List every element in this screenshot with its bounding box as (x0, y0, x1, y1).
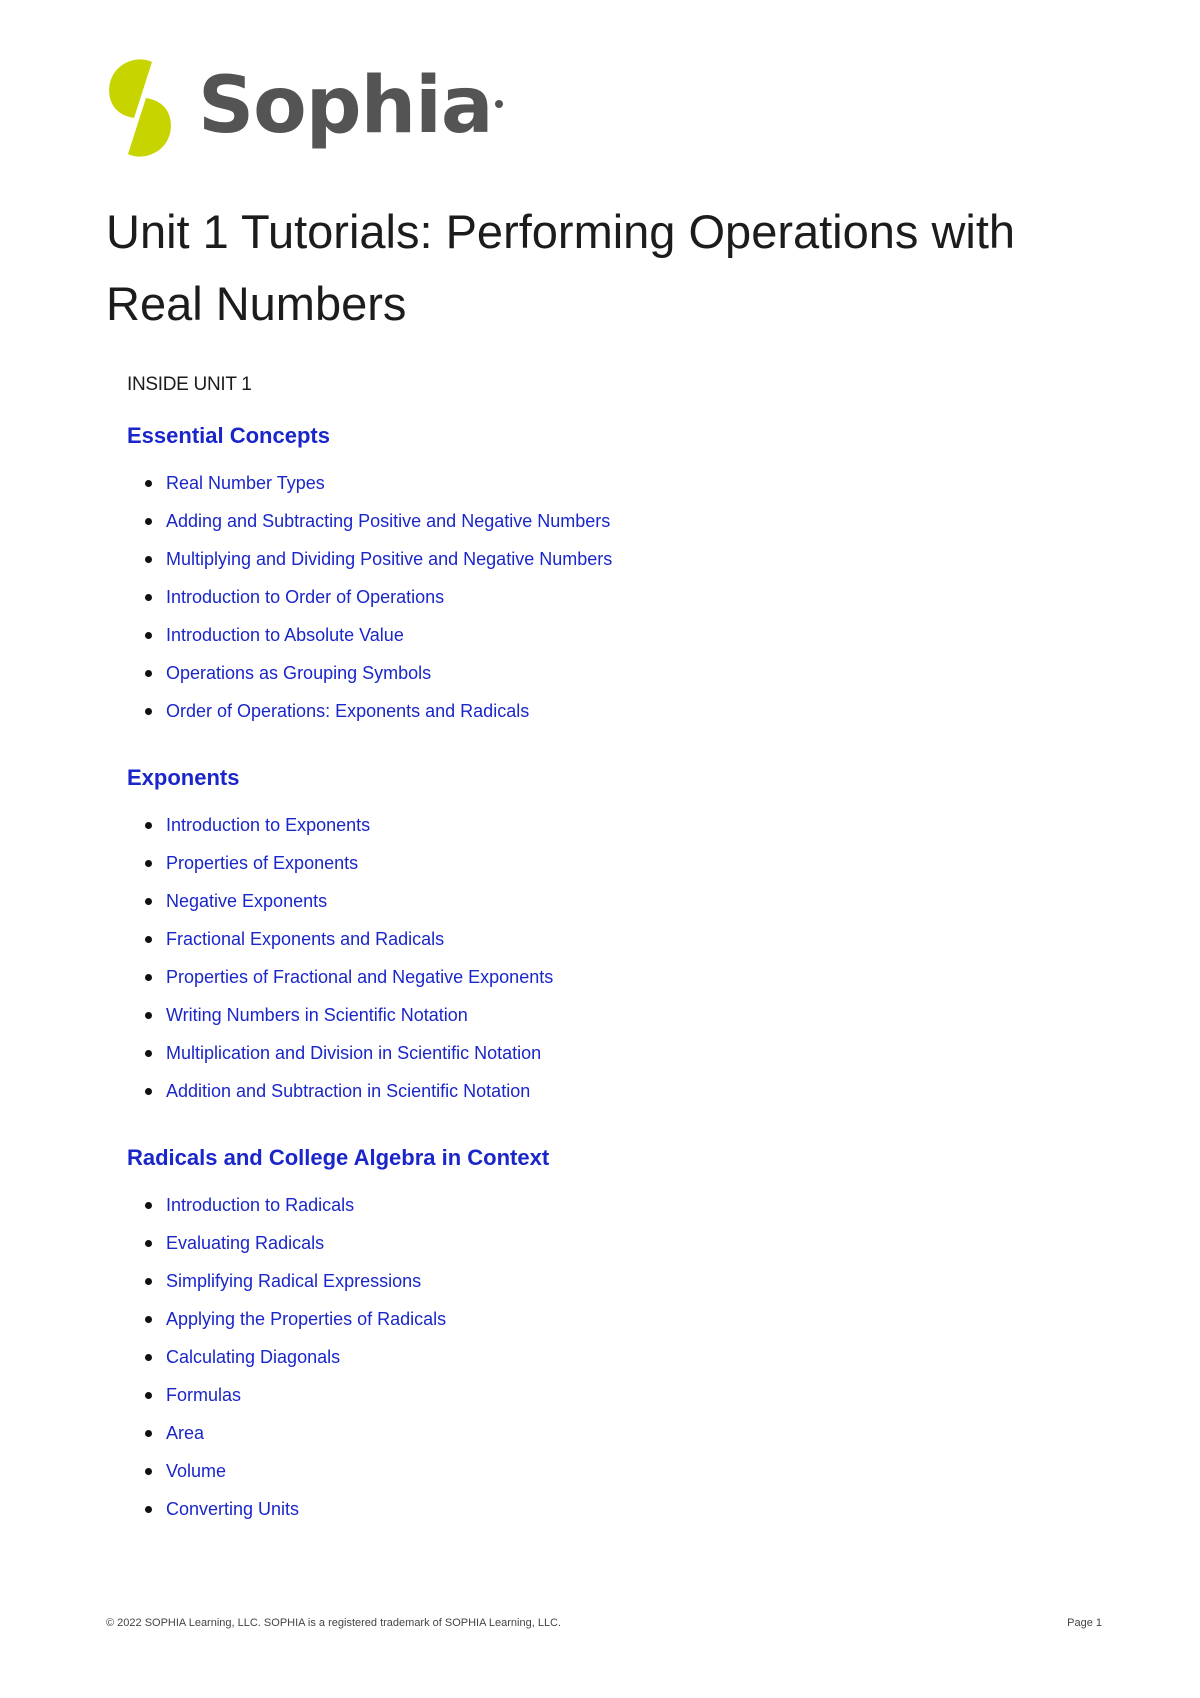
sophia-logo (104, 55, 503, 160)
section-heading[interactable]: Essential Concepts (127, 423, 330, 448)
topic-link[interactable]: Multiplying and Dividing Positive and Negative Numbers (127, 547, 1027, 585)
inside-unit-label: INSIDE UNIT 1 (127, 374, 252, 395)
topic-link[interactable]: Multiplication and Division in Scientific Notation (127, 1041, 1027, 1079)
logo-dot (495, 100, 503, 108)
sections-container (127, 421, 1027, 1535)
sophia-s-mark-icon (104, 58, 176, 158)
topic-link[interactable]: Introduction to Order of Operations (127, 585, 1027, 623)
topic-link[interactable]: Fractional Exponents and Radicals (127, 927, 1027, 965)
topic-link[interactable]: Volume (127, 1459, 1027, 1497)
topic-link[interactable]: Introduction to Exponents (127, 813, 1027, 851)
topic-link[interactable]: Formulas (127, 1383, 1027, 1421)
footer-copyright: © 2022 SOPHIA Learning, LLC. SOPHIA is a registered trademark of SOPHIA Learning, LLC. (106, 1617, 562, 1629)
page-title: Unit 1 Tutorials: Performing Operations with Real Numbers (106, 205, 1016, 330)
topic-link[interactable]: Operations as Grouping Symbols (127, 661, 1027, 699)
topic-link[interactable]: Introduction to Radicals (127, 1193, 1027, 1231)
topic-link[interactable]: Real Number Types (127, 471, 1027, 509)
topic-link[interactable]: Order of Operations: Exponents and Radicals (127, 699, 1027, 737)
topic-list (127, 813, 1027, 1117)
topic-link[interactable]: Calculating Diagonals (127, 1345, 1027, 1383)
brand-name: Sophia (198, 60, 493, 151)
topic-link[interactable]: Evaluating Radicals (127, 1231, 1027, 1269)
topic-link[interactable]: Applying the Properties of Radicals (127, 1307, 1027, 1345)
topic-link[interactable]: Converting Units (127, 1497, 1027, 1535)
unit-contents (127, 372, 1027, 1535)
topic-link[interactable]: Writing Numbers in Scientific Notation (127, 1003, 1027, 1041)
topic-link[interactable]: Properties of Exponents (127, 851, 1027, 889)
topic-link[interactable]: Adding and Subtracting Positive and Negative Numbers (127, 509, 1027, 547)
topic-link[interactable]: Introduction to Absolute Value (127, 623, 1027, 661)
topic-list (127, 1193, 1027, 1535)
topic-link[interactable]: Negative Exponents (127, 889, 1027, 927)
topic-list (127, 471, 1027, 737)
section-heading[interactable]: Exponents (127, 765, 240, 790)
topic-link[interactable]: Simplifying Radical Expressions (127, 1269, 1027, 1307)
footer-page-number: Page 1 (1067, 1617, 1102, 1629)
topic-link[interactable]: Area (127, 1421, 1027, 1459)
section-heading[interactable]: Radicals and College Algebra in Context (127, 1145, 550, 1170)
topic-link[interactable]: Addition and Subtraction in Scientific Notation (127, 1079, 1027, 1117)
topic-link[interactable]: Properties of Fractional and Negative Exponents (127, 965, 1027, 1003)
